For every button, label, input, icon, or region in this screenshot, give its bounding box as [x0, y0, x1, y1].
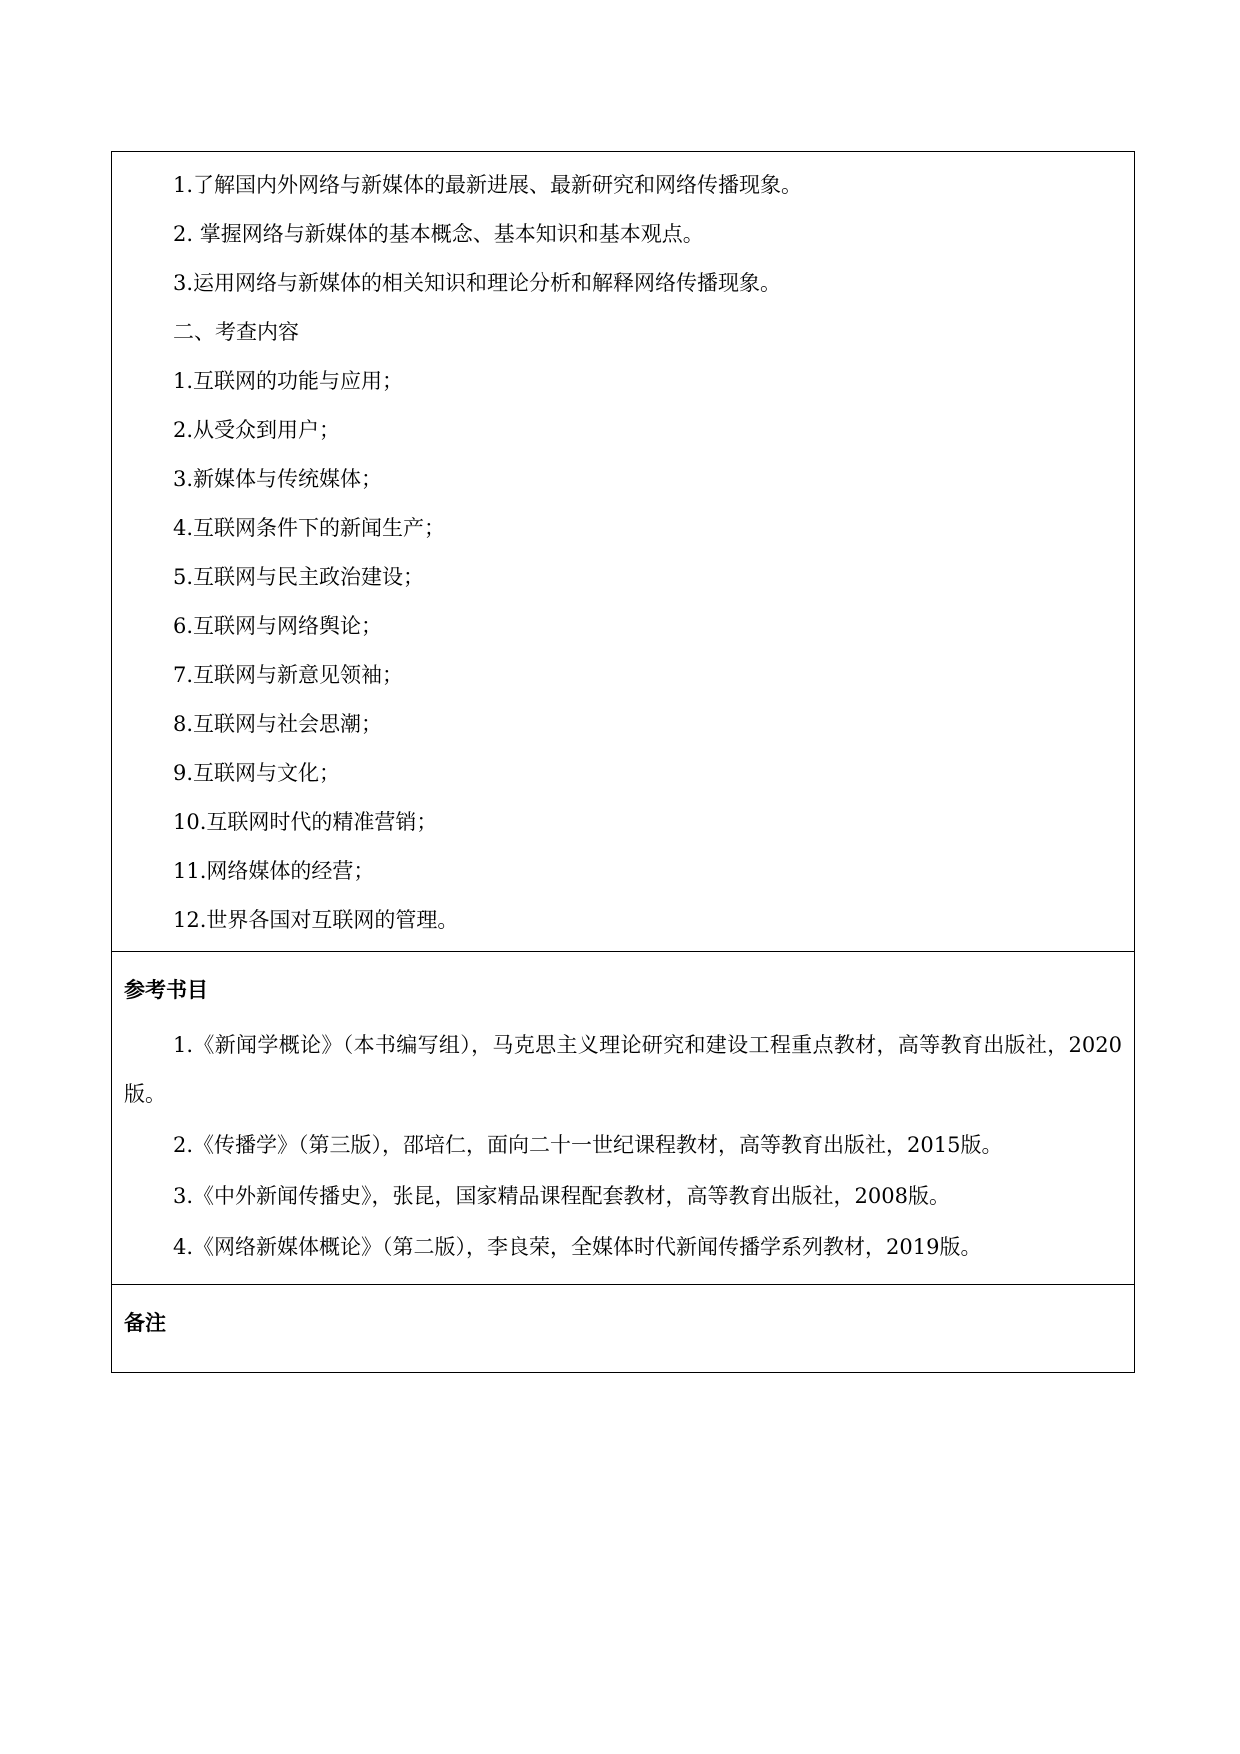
content-item: 9.互联网与文化； — [173, 761, 341, 785]
content-heading: 二、考查内容 — [173, 320, 299, 344]
content-item: 3.新媒体与传统媒体； — [173, 467, 383, 491]
content-item: 1.互联网的功能与应用； — [173, 369, 404, 393]
content-item: 6.互联网与网络舆论； — [173, 614, 383, 638]
content-item: 10.互联网时代的精准营销； — [173, 810, 438, 834]
reference-book-item: 1.《新闻学概论》（本书编写组），马克思主义理论研究和建设工程重点教材，高等教育出版社，2020版。 — [124, 1033, 1122, 1106]
reference-book-item: 2.《传播学》（第三版），邵培仁，面向二十一世纪课程教材，高等教育出版社，2015版。 — [173, 1133, 1003, 1157]
reference-books-cell — [112, 952, 1135, 1285]
remarks-cell — [112, 1285, 1135, 1373]
reference-books-title: 参考书目 — [124, 978, 208, 1002]
reference-book-item: 4.《网络新媒体概论》（第二版），李良荣，全媒体时代新闻传播学系列教材，2019版。 — [173, 1235, 982, 1259]
content-item: 11.网络媒体的经营； — [173, 859, 375, 883]
content-item: 7.互联网与新意见领袖； — [173, 663, 404, 687]
content-item: 2.从受众到用户； — [173, 418, 341, 442]
content-item: 4.互联网条件下的新闻生产； — [173, 516, 446, 540]
content-item: 5.互联网与民主政治建设； — [173, 565, 425, 589]
objective-item: 2. 掌握网络与新媒体的基本概念、基本知识和基本观点。 — [173, 222, 704, 246]
objective-item: 1.了解国内外网络与新媒体的最新进展、最新研究和网络传播现象。 — [173, 173, 803, 197]
content-cell — [112, 152, 1135, 952]
exam-outline-table — [111, 151, 1135, 1373]
content-item: 12.世界各国对互联网的管理。 — [173, 908, 459, 932]
objective-item: 3.运用网络与新媒体的相关知识和理论分析和解释网络传播现象。 — [173, 271, 782, 295]
content-item: 8.互联网与社会思潮； — [173, 712, 383, 736]
remarks-title: 备注 — [124, 1311, 166, 1335]
reference-book-item: 3.《中外新闻传播史》，张昆，国家精品课程配套教材，高等教育出版社，2008版。 — [173, 1184, 950, 1208]
